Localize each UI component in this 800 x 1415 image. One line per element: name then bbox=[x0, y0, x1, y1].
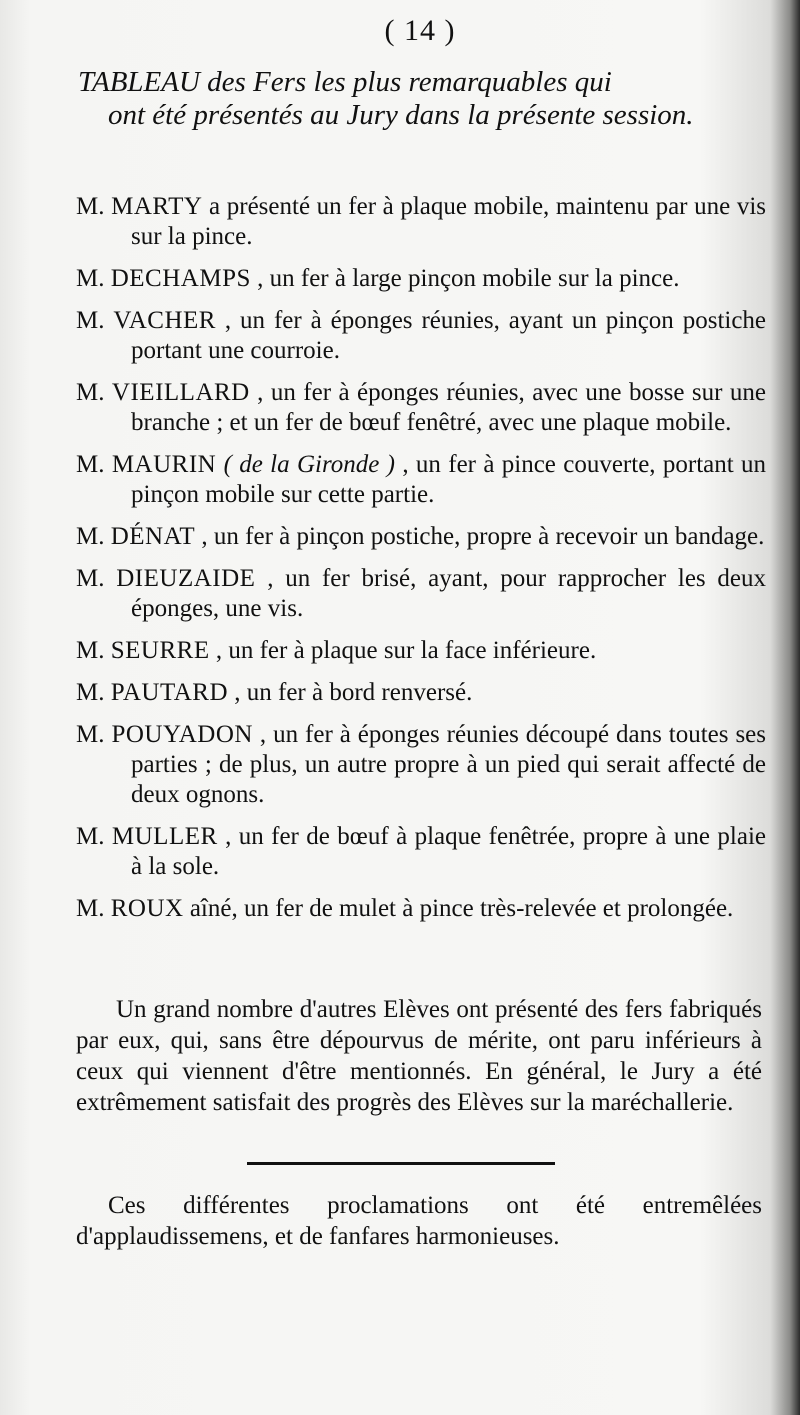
list-item bbox=[76, 306, 766, 366]
entry-name: POUYADON bbox=[111, 721, 253, 748]
list-item bbox=[76, 450, 766, 510]
list-item bbox=[76, 822, 766, 882]
entry-text: , un fer à éponges réunies découpé dans toutes ses parties ; de plus, un autre propre à un pied qui serait affecté de deux ognons. bbox=[131, 721, 767, 808]
list-item bbox=[76, 636, 766, 666]
list-item bbox=[76, 564, 766, 624]
entry-prefix: M. bbox=[76, 679, 105, 706]
list-item bbox=[76, 894, 766, 924]
entry-prefix: M. bbox=[76, 523, 105, 550]
entry-prefix: M. bbox=[76, 823, 105, 850]
entry-text: , un fer à large pinçon mobile sur la pince. bbox=[257, 265, 680, 292]
entry-name: MULLER bbox=[111, 823, 218, 850]
entry-name: VIEILLARD bbox=[111, 379, 250, 406]
entry-text: , un fer à pince couverte, portant un pinçon mobile sur cette partie. bbox=[131, 451, 767, 508]
horseshoe-entry-list bbox=[76, 192, 766, 936]
entry-name: DÉNAT bbox=[110, 523, 196, 550]
entry-text: , un fer à pinçon postiche, propre à recevoir un bandage. bbox=[201, 523, 765, 550]
final-paragraph: Ces différentes proclamations ont été entremêlées d'applaudissemens, et de fanfares harmonieuses. bbox=[76, 1192, 762, 1250]
entry-text: , un fer brisé, ayant, pour rapprocher les deux éponges, une vis. bbox=[131, 565, 767, 622]
entry-name: MARTY bbox=[111, 193, 203, 220]
list-item bbox=[76, 192, 766, 252]
list-item bbox=[76, 678, 766, 708]
entry-prefix: M. bbox=[76, 895, 105, 922]
entry-text: a présenté un fer à plaque mobile, maintenu par une vis sur la pince. bbox=[131, 193, 767, 250]
entry-prefix: M. bbox=[76, 451, 105, 478]
list-item bbox=[76, 522, 766, 552]
entry-name: DECHAMPS bbox=[110, 265, 251, 292]
title-rest: ont été présentés au Jury dans la présente session. bbox=[108, 99, 694, 131]
entry-text: , un fer à éponges réunies, avec une bosse sur une branche ; et un fer de bœuf fenêtré, avec une plaque mobile. bbox=[131, 379, 767, 436]
entry-name: MAURIN bbox=[111, 451, 217, 478]
entry-prefix: M. bbox=[76, 307, 105, 334]
entry-name: ROUX bbox=[110, 895, 184, 922]
page-number: ( 14 ) bbox=[384, 14, 456, 47]
title-lead: TABLEAU des Fers les plus remarquables qui bbox=[78, 66, 612, 98]
entry-text: , un fer à bord renversé. bbox=[234, 679, 473, 706]
closing-paragraph: Un grand nombre d'autres Elèves ont présenté des fers fabriqués par eux, qui, sans être dépourvus de mérite, ont paru inférieurs à ceux qui viennent d'être mentionnés. En général, le Jury a été extrêmement satisfait des progrès des Elèves sur la maréchallerie. bbox=[76, 996, 762, 1116]
entry-text: , un fer de bœuf à plaque fenêtrée, propre à une plaie à la sole. bbox=[131, 823, 766, 880]
entry-prefix: M. bbox=[76, 637, 105, 664]
entry-prefix: M. bbox=[76, 565, 105, 592]
entry-text: , un fer à éponges réunies, ayant un pinçon postiche portant une courroie. bbox=[131, 307, 767, 364]
entry-text: aîné, un fer de mulet à pince très-relevée et prolongée. bbox=[189, 895, 734, 922]
entry-text: , un fer à plaque sur la face inférieure. bbox=[215, 637, 597, 664]
list-item bbox=[76, 378, 766, 438]
entry-prefix: M. bbox=[76, 193, 105, 220]
list-item bbox=[76, 720, 766, 810]
table-title bbox=[78, 66, 768, 132]
entry-prefix: M. bbox=[76, 265, 105, 292]
section-divider bbox=[247, 1162, 555, 1165]
entry-prefix: M. bbox=[76, 379, 105, 406]
entry-prefix: M. bbox=[76, 721, 105, 748]
entry-name: VACHER bbox=[113, 307, 216, 334]
entry-name: DIEUZAIDE bbox=[116, 565, 256, 592]
entry-name: PAUTARD bbox=[110, 679, 229, 706]
entry-name: SEURRE bbox=[110, 637, 210, 664]
list-item bbox=[76, 264, 766, 294]
entry-note: ( de la Gironde ) bbox=[223, 451, 395, 478]
